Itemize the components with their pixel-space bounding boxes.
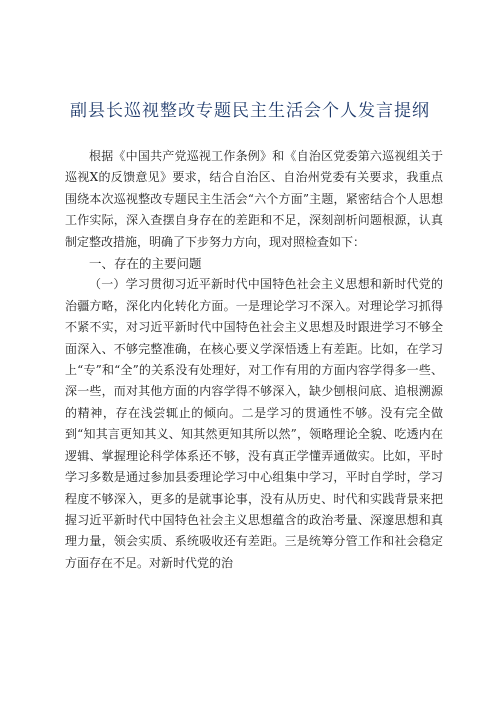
intro-paragraph: 根据《中国共产党巡视工作条例》和《自治区党委第六巡视组关于巡视X的反馈意见》要求，结合自治区、自治州党委有关要求，我重点围绕本次巡视整改专题民主生活会“六个方面”主题，紧密结合个人思想工作实际，深入查摆自身存在的差距和不足，深刻剖析问题根源，认真制定整改措施，明确了下步努力方向，现对照检查如下： [65,149,443,249]
document-body [65,146,443,574]
section-heading: 一、存在的主要问题 [89,256,202,272]
body-paragraph: （一）学习贯彻习近平新时代中国特色社会主义思想和新时代党的治疆方略，深化内化转化方面。一是理论学习不深入。对理论学习抓得不紧不实，对习近平新时代中国特色社会主义思想及时跟进学习不够全面深入、不够完整准确，在核心要义学深悟透上有差距。比如，在学习上“专”和“全”的关系没有处理好，对工作有用的方面内容学得多一些、深一些，而对其他方面的内容学得不够深入，缺少刨根问底、追根溯源的精神，存在浅尝辄止的倾向。二是学习的贯通性不够。没有完全做到“知其言更知其义、知其然更知其所以然”，领略理论全貌、吃透内在逻辑、掌握理论科学体系还不够，没有真正学懂弄通做实。比如，平时学习多数是通过参加县委理论学习中心组集中学习，平时自学时，学习程度不够深入，更多的是就事论事，没有从历史、时代和实践背景来把握习近平新时代中国特色社会主义思想蕴含的政治考量、深邃思想和真理力量，领会实质、系统吸收还有差距。三是统筹分管工作和社会稳定方面存在不足。对新时代党的治 [65,277,443,570]
page-title: 副县长巡视整改专题民主生活会个人发言提纲 [70,101,430,121]
